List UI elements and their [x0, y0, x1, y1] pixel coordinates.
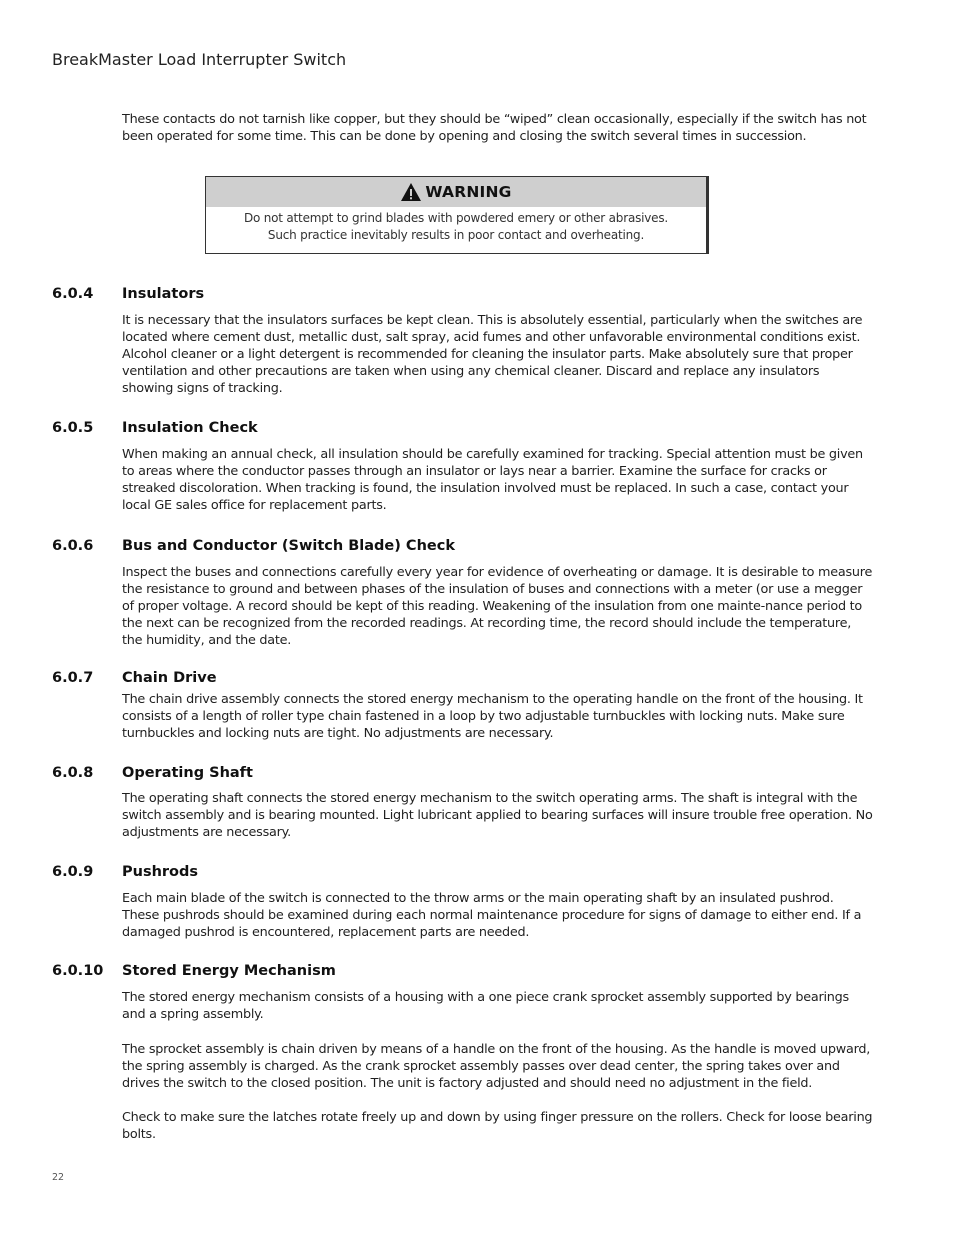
section-number: 6.0.8	[52, 765, 94, 781]
warning-triangle-icon	[400, 182, 422, 202]
section-paragraph: When making an annual check, all insulation should be carefully examined for tracking. Special attention must be given to areas where the conductor passes through an insulator or lays near a barrier. Examine the surface for cracks or streaked discoloration. When tracking is found, the insulation involved must be replaced. In such a case, contact your local GE sales office for replacement parts.	[122, 447, 863, 513]
section-paragraph: Each main blade of the switch is connected to the throw arms or the main operating shaft by an insulated pushrod. These pushrods should be examined during each normal maintenance procedure for signs of damage to either end. If a damaged pushrod is encountered, replacement parts are needed.	[122, 891, 862, 940]
section-number: 6.0.6	[52, 538, 94, 554]
section-number: 6.0.7	[52, 670, 94, 686]
intro-paragraph: These contacts do not tarnish like copper, but they should be “wiped” clean occasionally, especially if the switch has not been operated for some time. This can be done by opening and closing the switch several times in succession.	[122, 112, 867, 144]
page-number: 22	[52, 1172, 65, 1183]
section-title: Stored Energy Mechanism	[122, 963, 336, 979]
section-title: Insulation Check	[122, 420, 258, 436]
warning-box	[205, 176, 709, 254]
section-paragraph: Check to make sure the latches rotate freely up and down by using finger pressure on the rollers. Check for loose bearing bolts.	[122, 1110, 873, 1142]
section-paragraph: The stored energy mechanism consists of a housing with a one piece crank sprocket assembly supported by bearings and a spring assembly.	[122, 990, 849, 1022]
section-title: Operating Shaft	[122, 765, 253, 781]
section-title: Bus and Conductor (Switch Blade) Check	[122, 538, 455, 554]
section-number: 6.0.5	[52, 420, 94, 436]
section-title: Chain Drive	[122, 670, 217, 686]
warning-label: WARNING	[425, 183, 512, 201]
warning-line-1: Do not attempt to grind blades with powdered emery or other abrasives.	[243, 211, 669, 225]
warning-header	[206, 177, 706, 207]
section-paragraph: It is necessary that the insulators surfaces be kept clean. This is absolutely essential, particularly when the switches are located where cement dust, metallic dust, salt spray, acid fumes and other unfavorable environmental conditions exist. Alcohol cleaner or a light detergent is recommended for cleaning the insulator parts. Make absolutely sure that proper ventilation and other precautions are taken when using any chemical cleaner. Discard and replace any insulators showing signs of tracking.	[122, 313, 863, 396]
section-number: 6.0.9	[52, 864, 94, 880]
section-number: 6.0.10	[52, 963, 104, 979]
section-title: Insulators	[122, 286, 205, 302]
section-paragraph: The operating shaft connects the stored energy mechanism to the switch operating arms. The shaft is integral with the switch assembly and is bearing mounted. Light lubricant applied to bearing surfaces will insure trouble free operation. No adjustments are necessary.	[122, 791, 873, 840]
section-number: 6.0.4	[52, 286, 94, 302]
warning-line-2: Such practice inevitably results in poor contact and overheating.	[267, 228, 645, 242]
document-header-title: BreakMaster Load Interrupter Switch	[52, 50, 347, 69]
section-title: Pushrods	[122, 864, 199, 880]
section-paragraph: The sprocket assembly is chain driven by means of a handle on the front of the housing. As the handle is moved upward, the spring assembly is charged. As the crank sprocket assembly passes over dead center, the spring takes over and drives the switch to the closed position. The unit is factory adjusted and should need no adjustment in the field.	[122, 1042, 871, 1091]
warning-text	[206, 207, 706, 244]
section-paragraph: The chain drive assembly connects the stored energy mechanism to the operating handle on the front of the housing. It consists of a length of roller type chain fastened in a loop by two adjustable turnbuckles with locking nuts. Make sure turnbuckles and locking nuts are tight. No adjustments are necessary.	[122, 692, 863, 741]
section-paragraph: Inspect the buses and connections carefully every year for evidence of overheating or damage. It is desirable to measure the resistance to ground and between phases of the insulation of buses and connections with a meter (or use a megger of proper voltage. A record should be kept of this reading. Weakening of the insulation from one mainte-nance period to the next can be recognized from the recorded readings. At recording time, the record should include the temperature, the humidity, and the date.	[122, 565, 873, 648]
